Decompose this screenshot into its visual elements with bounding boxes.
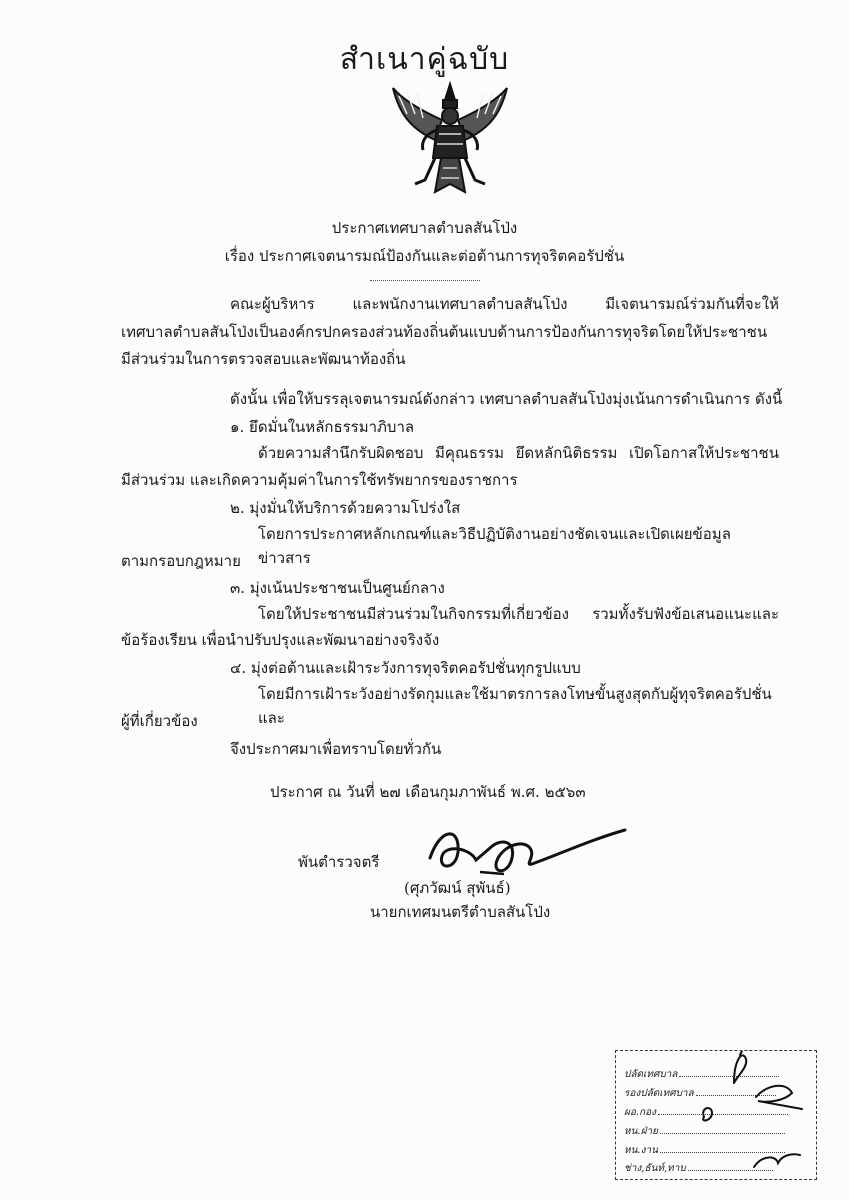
closing-line: จึงประกาศมาเพื่อทราบโดยทั่วกัน [230,740,442,758]
routing-row: รองปลัดเทศบาล [624,1086,776,1101]
item-3-heading: ๓. มุ่งเน้นประชาชนเป็นศูนย์กลาง [230,579,445,597]
title-divider [370,280,480,281]
signer-rank: พันตำรวจตรี [298,853,380,871]
announcement-subject: เรื่อง ประกาศเจตนารมณ์ป้องกันและต่อต้านการทุจริตคอรัปชั่น [224,247,625,265]
routing-row: ปลัดเทศบาล [624,1067,779,1082]
routing-row: หน.งาน [624,1143,785,1158]
announcement-title: ประกาศเทศบาลตำบลสันโป่ง [331,219,518,237]
routing-row: หน.ฝ่าย [624,1124,785,1139]
signer-position: นายกเทศมนตรีตำบลสันโป่ง [370,903,551,921]
item-1-heading: ๑. ยึดมั่นในหลักธรรมาภิบาล [230,418,415,436]
item-2-line-1: โดยการประกาศหลักเกณฑ์และวิธีปฏิบัติงานอย่างชัดเจนและเปิดเผยข้อมูลข่าวสาร [258,525,731,567]
announcement-date: ประกาศ ณ วันที่ ๒๗ เดือนกุมภาพันธ์ พ.ศ. ๒๕๖๓ [270,783,586,801]
item-4-line-1: โดยมีการเฝ้าระวังอย่างรัดกุมและใช้มาตรการลงโทษขั้นสูงสุดกับผู้ทุจริตคอรัปชั่นและ [258,685,772,727]
intro-line-2: เทศบาลตำบลสันโป่งเป็นองค์กรปกครองส่วนท้องถิ่นต้นแบบด้านการป้องกันการทุจริตโดยให้ประชาชน [121,323,768,341]
item-4-line-2: ผู้ที่เกี่ยวข้อง [121,712,198,730]
intro-line-3: มีส่วนร่วมในการตรวจสอบและพัฒนาท้องถิ่น [121,350,406,368]
item-2-line-2: ตามกรอบกฎหมาย [121,552,241,570]
copy-stamp-title: สำเนาคู่ฉบับ [339,42,510,77]
routing-row: ผอ.กอง [624,1105,788,1120]
item-3-line-2: ข้อร้องเรียน เพื่อนำปรับปรุงและพัฒนาอย่างจริงจัง [121,631,440,649]
item-2-heading: ๒. มุ่งมั่นให้บริการด้วยความโปร่งใส [230,499,461,517]
item-1-line-1: ด้วยความสำนึกรับผิดชอบ มีคุณธรรม ยึดหลักนิติธรรม เปิดโอกาสให้ประชาชน [258,444,779,462]
lead-line: ดังนั้น เพื่อให้บรรลุเจตนารมณ์ดังกล่าว เทศบาลตำบลสันโป่งมุ่งเน้นการดำเนินการ ดังนี้ [230,390,783,408]
signer-name: (ศุภวัฒน์ สุพันธ์) [404,879,511,897]
routing-row: ช่าง,ธันท์,ทาบ [624,1161,773,1176]
intro-line-1: คณะผู้บริหาร และพนักงานเทศบาลตำบลสันโป่ง มีเจตนารมณ์ร่วมกันที่จะให้ [230,295,779,313]
item-3-line-1: โดยให้ประชาชนมีส่วนร่วมในกิจกรรมที่เกี่ยวข้อง รวมทั้งรับฟังข้อเสนอแนะและ [258,605,779,623]
routing-stamp-box [615,1050,817,1180]
garuda-emblem [385,80,515,198]
item-1-line-2: มีส่วนร่วม และเกิดความคุ้มค่าในการใช้ทรัพยากรของราชการ [121,471,518,489]
routing-initials [616,1051,816,1179]
item-4-heading: ๔. มุ่งต่อต้านและเฝ้าระวังการทุจริตคอรัปชั่นทุกรูปแบบ [230,659,581,677]
